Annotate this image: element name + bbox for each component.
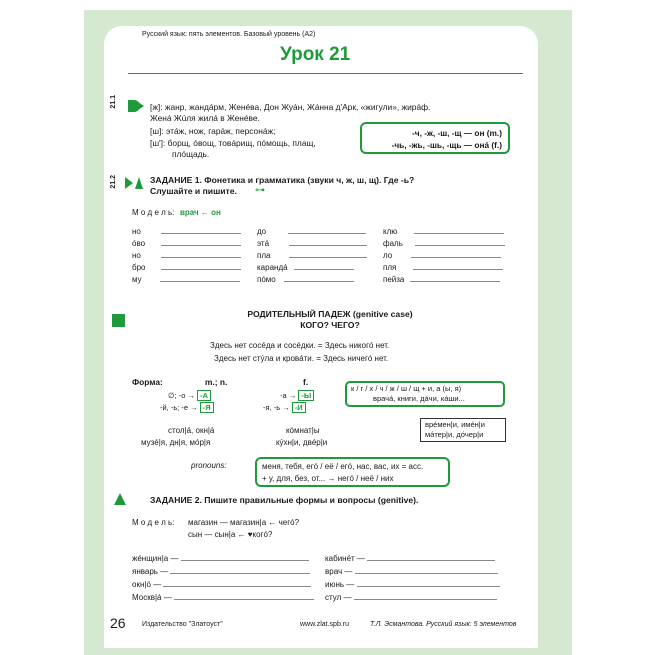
spelling-rule-line-2: врачá, книги, дáчи, кáши...	[373, 394, 465, 403]
course-header: Русский язык: пять элементов. Базовый уровень (А2)	[142, 31, 316, 38]
masc-row-1: ∅; -о → -А	[168, 390, 211, 401]
task1-item: пла	[257, 250, 367, 262]
key-icon: ⊶	[255, 185, 265, 196]
task2-item: июнь —	[325, 578, 500, 591]
irregular-line-1: врéмен|и, имéн|и	[425, 420, 485, 429]
page-number: 26	[110, 615, 126, 631]
answer-blank[interactable]	[410, 274, 500, 282]
task1-item: но	[132, 250, 241, 262]
answer-blank[interactable]	[294, 262, 354, 270]
task1-title: ЗАДАНИЕ 1. Фонетика и грамматика (звуки ч, ж, ш, щ). Где -ь?	[150, 175, 415, 185]
answer-blank[interactable]	[367, 553, 495, 561]
spelling-rule-line-1: к / г / х / ч / ж / ш / щ + и, а (ы, я)	[351, 384, 462, 393]
genitive-example-2: Здесь нет стýла и кровáти. = Здесь ничегó нет.	[214, 354, 389, 363]
play-icon	[124, 176, 144, 195]
task2-item: Москв|á —	[132, 591, 314, 604]
endings-rule-box	[360, 122, 510, 154]
answer-blank[interactable]	[160, 274, 240, 282]
section-label-21-2: 21.2	[110, 175, 117, 189]
answer-blank[interactable]	[357, 579, 500, 587]
task1-model-example: врач ← он	[180, 208, 221, 217]
masc-example-2: музé|я, дн|я, мóр|я	[141, 438, 211, 447]
task1-item: до	[257, 226, 367, 238]
listen-speak-icon	[126, 98, 146, 119]
header-rule	[128, 73, 523, 74]
task2-left-column	[132, 552, 314, 604]
answer-blank[interactable]	[174, 592, 314, 600]
endings-rule-1: -ч, -ж, -ш, -щ — он (m.)	[412, 128, 502, 138]
task2-right-column	[325, 552, 500, 604]
answer-blank[interactable]	[288, 226, 366, 234]
footer-author: Т.Л. Эсмантова. Русский язык: 5 элементов	[370, 621, 517, 628]
task2-triangle-icon	[114, 493, 126, 505]
task2-item: жéнщин|а —	[132, 552, 314, 565]
footer-url: www.zlat.spb.ru	[300, 621, 350, 628]
section-label-21-1: 21.1	[110, 95, 117, 109]
fem-row-2: -я, -ь → -И	[263, 402, 306, 413]
answer-blank[interactable]	[415, 238, 505, 246]
masc-neut-label: m.; n.	[205, 377, 228, 387]
task1-column-2	[257, 226, 367, 286]
task1-item: ло	[383, 250, 505, 262]
task1-item: му	[132, 274, 241, 286]
task1-item: фаль	[383, 238, 505, 250]
task1-subtitle: Слушайте и пишите.	[150, 186, 237, 196]
phonetics-line-3: [ш]: этáж, нож, гарáж, персонáж;	[150, 126, 276, 136]
task2-item: врач —	[325, 565, 500, 578]
task1-item: пóмо	[257, 274, 367, 286]
task2-model-1: магазин — магазин|а ← чегó?	[188, 518, 300, 527]
answer-blank[interactable]	[163, 579, 311, 587]
task2-item: январь —	[132, 565, 314, 578]
answer-blank[interactable]	[355, 566, 498, 574]
genitive-example-1: Здесь нет сосéда и сосéдки. = Здесь никогó нет.	[210, 341, 390, 350]
genitive-title: РОДИТЕЛЬНЫЙ ПАДЕЖ (genitive case)	[247, 309, 413, 319]
answer-blank[interactable]	[413, 262, 503, 270]
fem-row-1: -а → -Ы	[280, 390, 314, 401]
pronouns-line-2: + у, для, без, от... → негó / неё / них	[262, 474, 394, 483]
answer-blank[interactable]	[354, 592, 497, 600]
pronouns-box	[255, 457, 450, 487]
answer-blank[interactable]	[170, 566, 310, 574]
task1-item: пля	[383, 262, 505, 274]
masc-row-2: -й, -ь; -е → -Я	[160, 402, 214, 413]
answer-blank[interactable]	[161, 250, 241, 258]
endings-rule-2: -чь, -жь, -шь, -щь — онá (f.)	[391, 140, 502, 150]
answer-blank[interactable]	[289, 238, 367, 246]
forma-label: Форма:	[132, 377, 163, 387]
answer-blank[interactable]	[284, 274, 354, 282]
irregular-line-2: мáтер|и, дóчер|и	[425, 430, 484, 439]
task1-item: пейза	[383, 274, 505, 286]
task1-column-1	[132, 226, 241, 286]
grammar-square-icon	[112, 314, 125, 327]
answer-blank[interactable]	[181, 553, 309, 561]
phonetics-line-2: Женá Жúля жилá в Женéве.	[150, 113, 260, 123]
phonetics-line-1: [ж]: жанр, жандáрм, Женéва, Дон Жуáн, Жáнна д'Арк, «жигули», жирáф.	[150, 102, 431, 112]
genitive-question: КОГО? ЧЕГО?	[300, 320, 360, 330]
answer-blank[interactable]	[161, 262, 241, 270]
answer-blank[interactable]	[161, 238, 241, 246]
answer-blank[interactable]	[411, 250, 501, 258]
footer-publisher: Издательство "Златоуст"	[142, 621, 223, 628]
task2-item: кабинéт —	[325, 552, 500, 565]
task1-item: óво	[132, 238, 241, 250]
pronouns-label: pronouns:	[191, 461, 227, 470]
spelling-rule-box	[345, 381, 505, 407]
task1-item: клю	[383, 226, 505, 238]
task1-item: этá	[257, 238, 367, 250]
fem-example-2: кýхн|и, двéр|и	[276, 438, 328, 447]
fem-example-1: кóмнат|ы	[286, 426, 320, 435]
task2-model-2: сын — сын|а ← ♥когó?	[188, 530, 273, 539]
task2-title: ЗАДАНИЕ 2. Пишите правильные формы и вопросы (genitive).	[150, 495, 419, 505]
answer-blank[interactable]	[414, 226, 504, 234]
phonetics-line-5: плóщадь.	[172, 149, 210, 159]
task2-model-label: М о д е л ь:	[132, 518, 175, 527]
lesson-title: Урок 21	[280, 44, 351, 65]
fem-label: f.	[303, 377, 309, 387]
task1-model-label: М о д е л ь:	[132, 208, 175, 217]
phonetics-line-4: [ш']: борщ, óвощ, товáрищ, пóмощь, плащ,	[150, 138, 316, 148]
task1-item: но	[132, 226, 241, 238]
task2-item: окн|ó —	[132, 578, 314, 591]
irregular-nouns-box	[420, 418, 506, 442]
answer-blank[interactable]	[289, 250, 367, 258]
answer-blank[interactable]	[161, 226, 241, 234]
masc-example-1: стол|á, окн|á	[168, 426, 215, 435]
task1-item: бро	[132, 262, 241, 274]
task1-column-3	[383, 226, 505, 286]
task1-item: карандá	[257, 262, 367, 274]
pronouns-line-1: меня, тебя, егó / её / егó, нас, вас, их = acc.	[262, 462, 424, 471]
task2-item: стул —	[325, 591, 500, 604]
